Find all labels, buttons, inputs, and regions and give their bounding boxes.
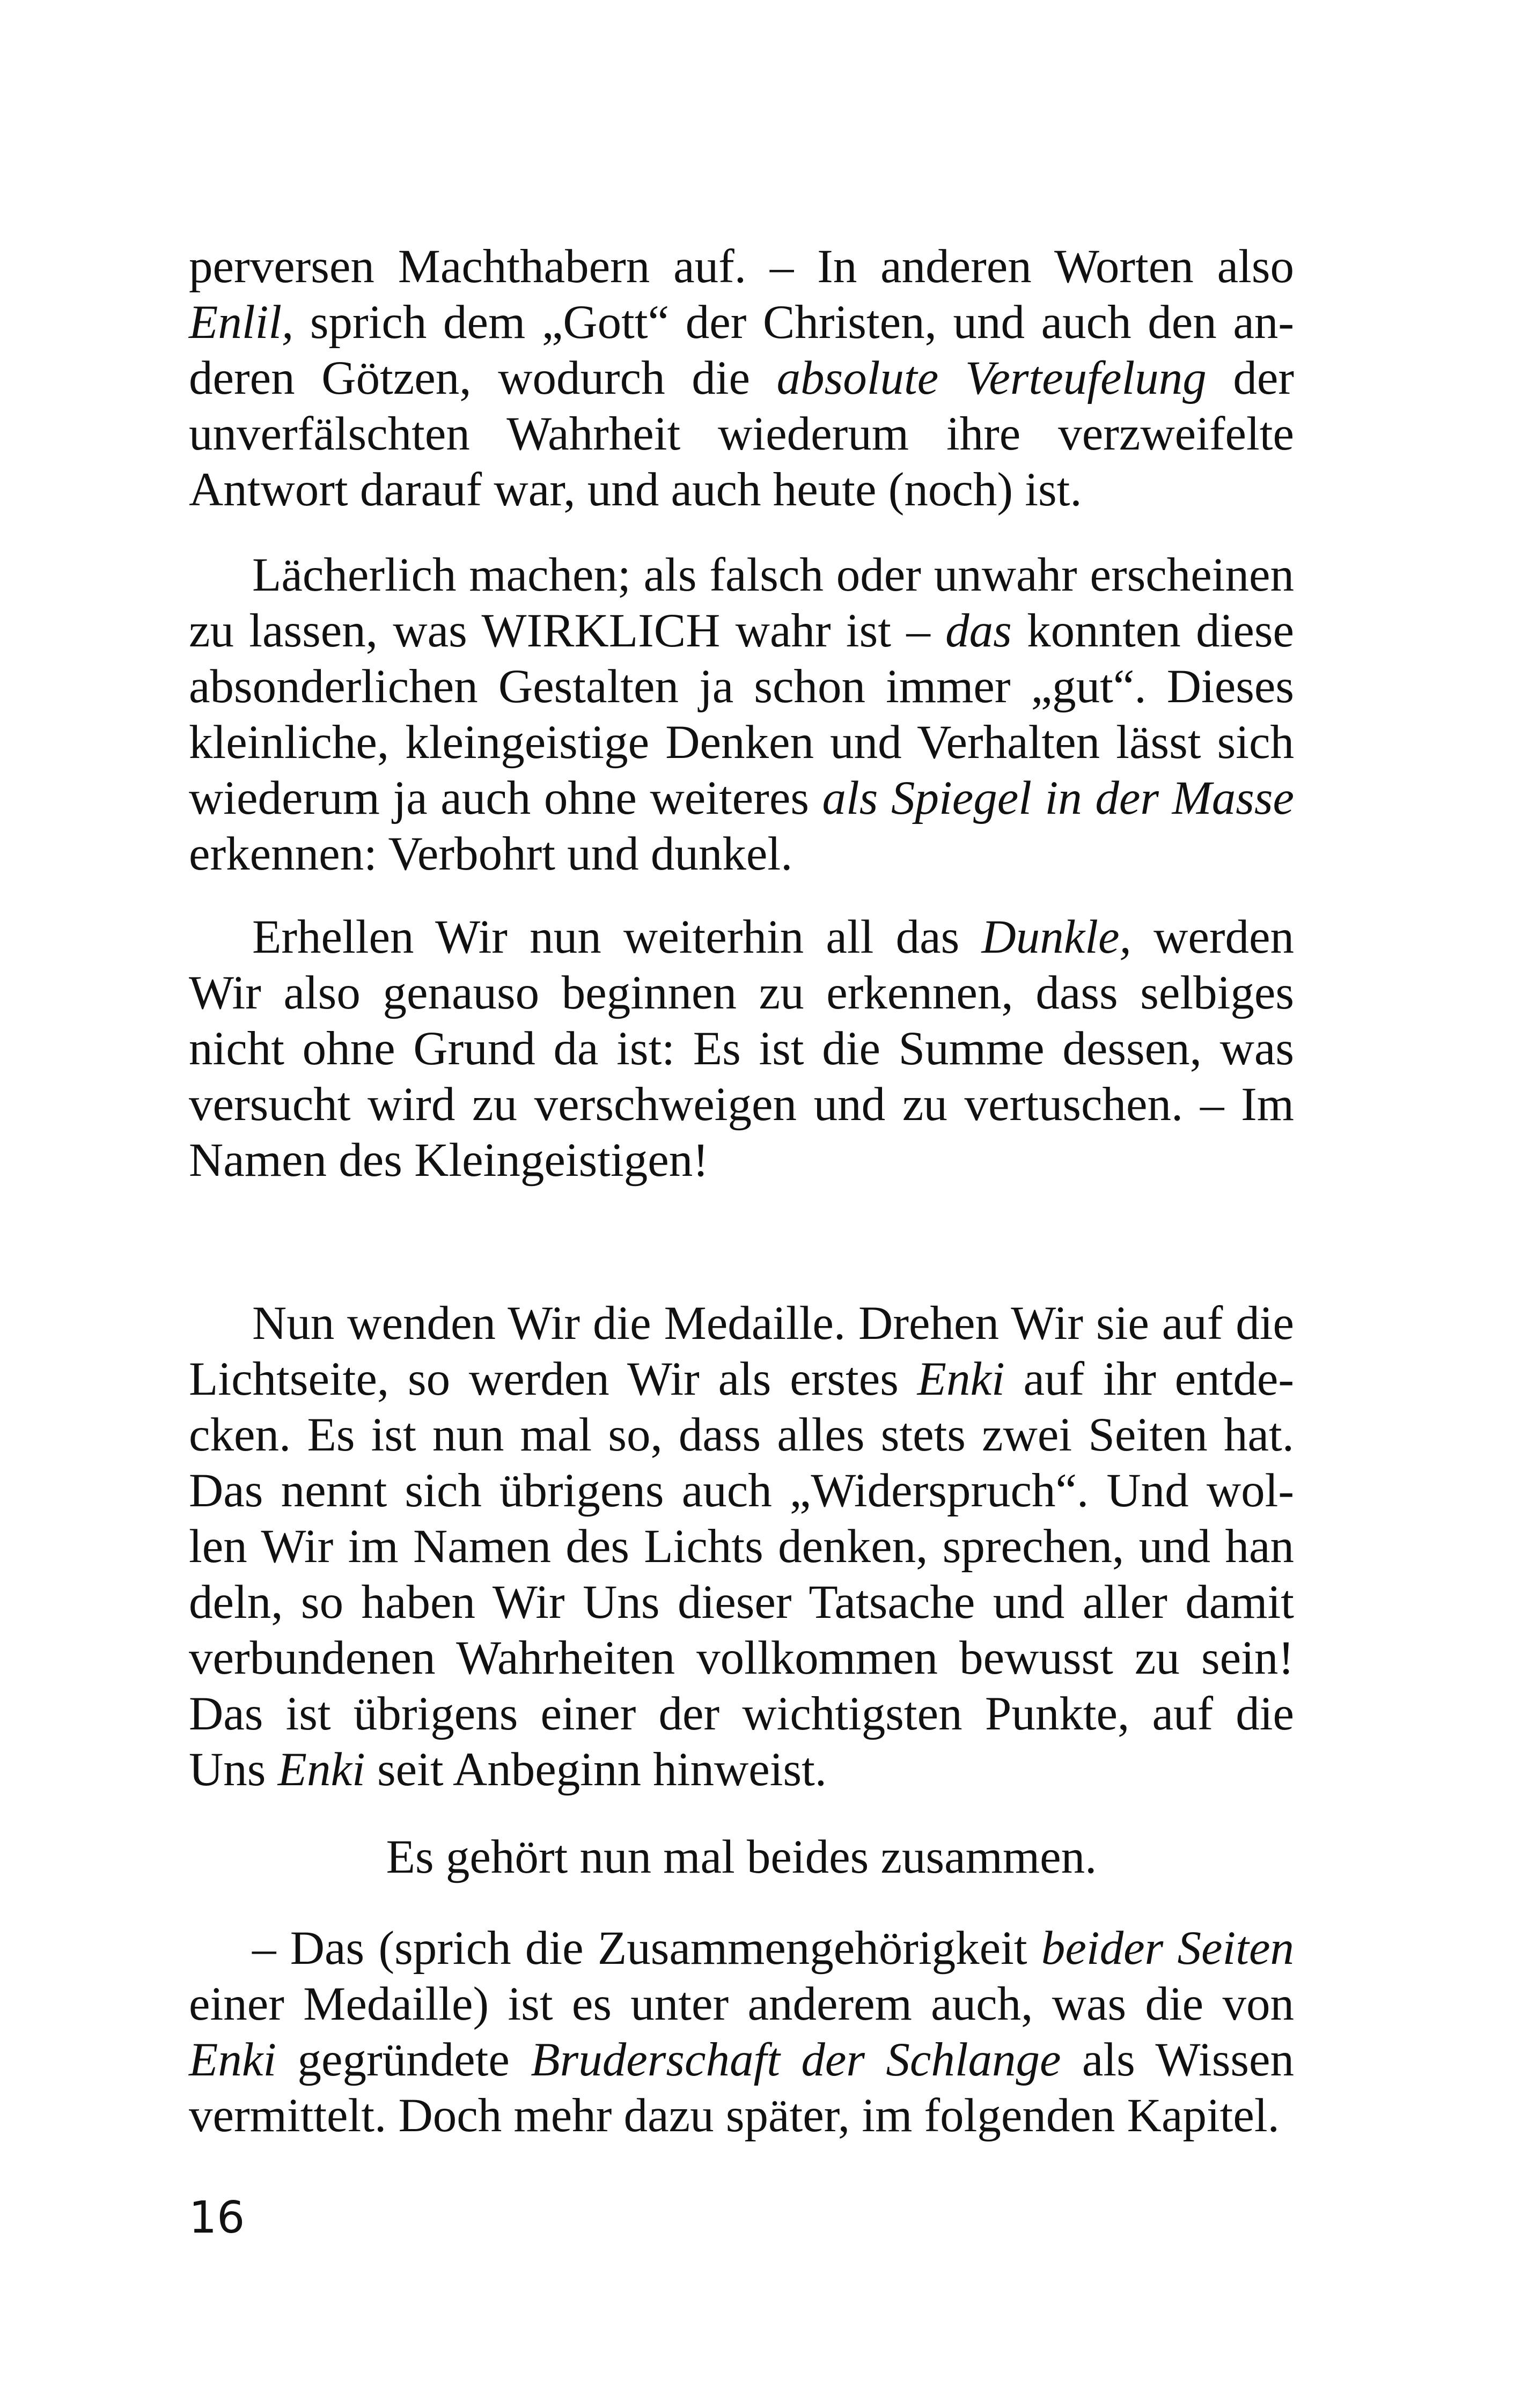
text-run: sprich dem „Gott“ der Christen, und auch den an-deren Götzen, wodurch die <box>189 296 1294 404</box>
italic-run: als Spiegel in der Masse <box>822 772 1294 824</box>
text-run: seit Anbeginn hinweist. <box>365 1743 827 1796</box>
paragraph-6 <box>189 1920 1294 2144</box>
text-run: auf ihr entde-cken. Es ist nun mal so, dass alles stets zwei Seiten hat. Das nennt sich übrigens auch „Widerspruch“. Und wol-len Wir im Namen des Lichts denken, sprechen, und han deln, so haben Wir Uns dieser Tatsache und aller damit verbundenen Wahrheiten vollkommen bewusst zu sein! Das ist übrigens einer der wichtigsten Punkte, auf die Uns <box>189 1353 1295 1796</box>
italic-run: Bruderschaft der Schlange <box>531 2034 1061 2086</box>
italic-run: absolute Verteufelung <box>776 352 1207 404</box>
italic-run: Enki <box>189 2034 277 2086</box>
paragraph-2 <box>189 547 1294 882</box>
paragraph-5-centered <box>189 1829 1294 1885</box>
italic-run: Dunkle, <box>981 911 1131 963</box>
italic-run: Enki <box>277 1743 365 1796</box>
italic-run: beider Seiten <box>1041 1922 1294 1975</box>
text-run: – Das (sprich die Zusammengehörigkeit <box>252 1922 1041 1975</box>
text-run: Lächerlich machen; als falsch oder unwahr erscheinen zu lassen, was WIRKLICH wahr ist – <box>189 549 1294 657</box>
text-run: werden Wir also genauso beginnen zu erkennen, dass selbiges nicht ohne Grund da ist: Es ist die Summe dessen, was versucht wird zu verschweigen und zu vertuschen. – Im Namen des Kleingeistigen! <box>189 911 1294 1187</box>
text-run: Es gehört nun mal beides zusammen. <box>386 1831 1097 1883</box>
text-run: Nun wenden Wir die Medaille. Drehen Wir sie auf die Lichtseite, so werden Wir als erstes <box>189 1297 1294 1405</box>
text-run: einer Medaille) ist es unter anderem auch, was die von <box>189 1978 1294 2030</box>
text-run: der unverfälschten Wahrheit wiederum ihre verzweifelte Antwort darauf war, und auch heute (noch) ist. <box>189 352 1295 516</box>
paragraph-4 <box>189 1295 1294 1798</box>
text-run: gegründete <box>276 2034 531 2086</box>
paragraph-1 <box>189 239 1294 518</box>
text-run: perversen Machthabern auf. – In anderen Worten also <box>189 240 1294 293</box>
italic-run: das <box>945 605 1012 657</box>
text-run: konnten diese absonderlichen Gestalten ja schon immer „gut“. Dieses kleinliche, kleingeistige Denken und Verhalten lässt sich wiederum ja auch ohne weiteres <box>189 605 1294 824</box>
italic-run: Enlil, <box>189 296 294 349</box>
paragraph-3 <box>189 909 1294 1188</box>
page-number: 16 <box>189 2192 245 2243</box>
italic-run: Enki <box>917 1353 1005 1405</box>
text-run: Erhellen Wir nun weiterhin all das <box>252 911 982 963</box>
text-run: erkennen: Verbohrt und dunkel. <box>189 828 793 880</box>
text-run: als Wissen vermittelt. Doch mehr dazu später, im folgenden Kapitel. <box>189 2034 1294 2142</box>
